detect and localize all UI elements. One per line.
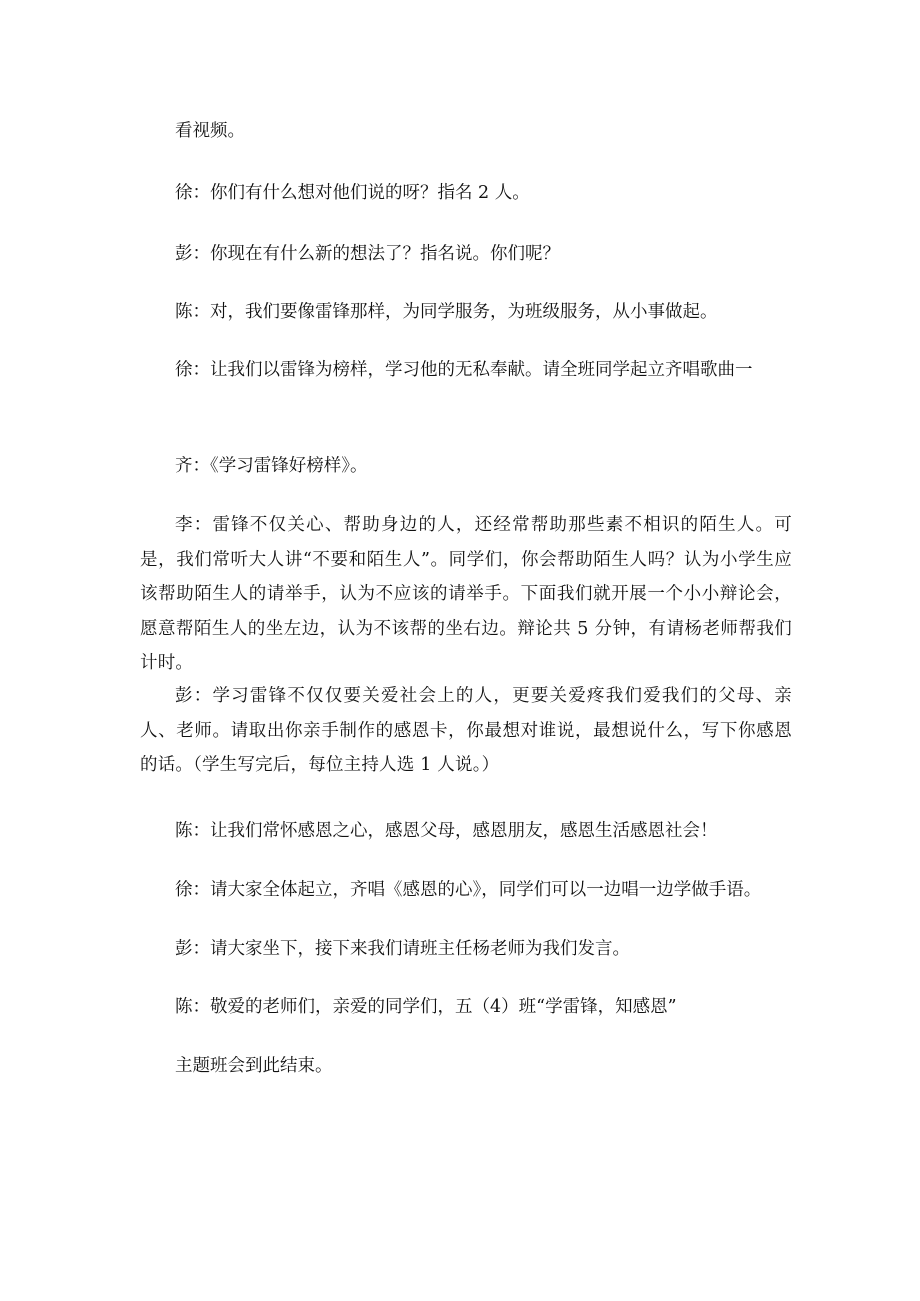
paragraph-peng: 彭：学习雷锋不仅仅要关爱社会上的人，更要关爱疼我们爱我们的父母、亲人、老师。请取出你亲手制作的感恩卡，你最想对谁说，最想说什么，写下你感恩的话。（学生写完后，每位主持人选 1 人说。）: [140, 686, 792, 775]
text-line-xu-3: 徐：请大家全体起立，齐唱《感恩的心》，同学们可以一边唱一边学做手语。: [175, 880, 762, 900]
text-line-chen-2: 陈：让我们常怀感恩之心，感恩父母，感恩朋友，感恩生活感恩社会！: [175, 821, 718, 841]
text-line-peng-1: 彭：你现在有什么新的想法了？指名说。你们呢？: [175, 244, 560, 264]
text-line-qi: 齐：《学习雷锋好榜样》。: [175, 456, 368, 476]
text-line-watch-video: 看视频。: [175, 121, 245, 141]
text-line-peng-2: 彭：请大家坐下，接下来我们请班主任杨老师为我们发言。: [175, 939, 630, 959]
paragraph-li: 李：雷锋不仅关心、帮助身边的人，还经常帮助那些素不相识的陌生人。可是，我们常听大人讲“不要和陌生人”。同学们，你会帮助陌生人吗？认为小学生应该帮助陌生人的请举手，认为不应该的请举手。下面我们就开展一个小小辩论会，愿意帮陌生人的坐左边，认为不该帮的坐右边。辩论共 5 分钟，有请杨老师帮我们计时。: [140, 515, 792, 673]
text-line-xu-1: 徐：你们有什么想对他们说的呀？指名 2 人。: [175, 183, 530, 203]
text-line-chen-3: 陈：敬爱的老师们，亲爱的同学们，五（4）班“学雷锋，知感恩”: [175, 997, 677, 1017]
text-line-chen-1: 陈：对，我们要像雷锋那样，为同学服务，为班级服务，从小事做起。: [175, 302, 718, 322]
text-line-closing: 主题班会到此结束。: [175, 1056, 333, 1076]
text-line-xu-2: 徐：让我们以雷锋为榜样，学习他的无私奉献。请全班同学起立齐唱歌曲一: [175, 360, 753, 380]
